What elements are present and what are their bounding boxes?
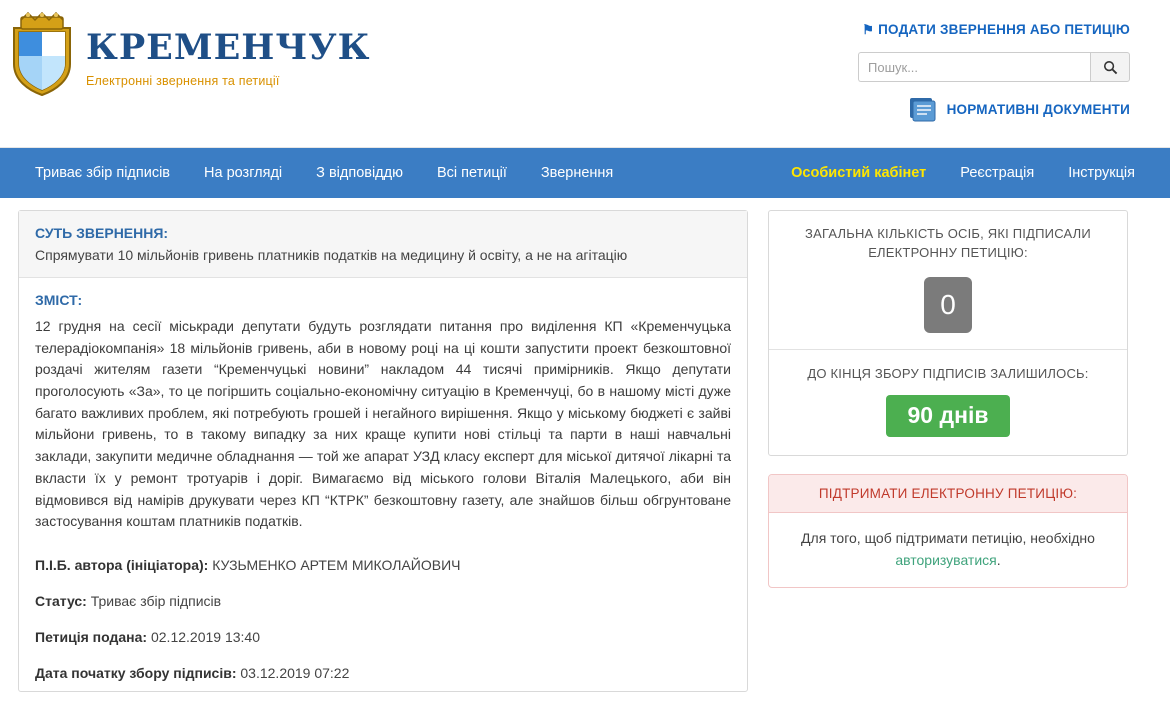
start-date-value: 03.12.2019 07:22 xyxy=(240,664,350,681)
nav-right-group xyxy=(774,148,1152,198)
author-label: П.І.Б. автора (ініціатора): xyxy=(35,556,209,573)
signatures-title: ЗАГАЛЬНА КІЛЬКІСТЬ ОСІБ, ЯКІ ПІДПИСАЛИ ЕЛЕКТРОННУ ПЕТИЦІЮ: xyxy=(805,226,1091,260)
status-row xyxy=(19,583,747,619)
petition-panel xyxy=(18,210,748,692)
coat-of-arms-icon xyxy=(8,12,76,98)
external-link-icon: ⚑ xyxy=(862,22,875,37)
submitted-value: 02.12.2019 13:40 xyxy=(150,628,260,645)
nav-item-appeals[interactable]: Звернення xyxy=(540,165,614,181)
start-date-label: Дата початку збору підписів: xyxy=(35,664,237,681)
content-text: 12 грудня на сесії міськради депутати будуть розглядати питання про виділення КП «Кременчуцька телерадіокомпанія» 18 мільйонів гривень, аби в новому році на ці кошти запустити проект безкоштовної роздачі жителям газети “Кременчуцькі новини” накладом 44 тисячі примірників. Якщо депутати проголосують «За», то це погіршить соціально-економічну ситуацію в Кременчуці, бо в нашому місті дуже багато важливих проблем, які потребують грошей і негайного вирішення. Якщо у міському бюджеті є зайві мільйони гривень, то в такому випадку за них краще купити нові стільці та парти в наші навчальні заклади, закупити медичне обладнання — той же апарат УЗД класу експерт для міської дитячої лікарні та вкласти їх у ремонт тротуарів і доріг. Вимагаємо від міського голови Віталія Малецького, аби він відмовився від намірів друкувати через КП “КТРК” безкоштовну газету, але знайшов більш обгрунтоване застосування коштам платників податків. xyxy=(35,318,731,530)
search-input[interactable] xyxy=(858,52,1090,82)
deadline-title: ДО КІНЦЯ ЗБОРУ ПІДПИСІВ ЗАЛИШИЛОСЬ: xyxy=(769,349,1127,381)
submit-petition-link[interactable] xyxy=(850,22,1130,38)
petition-details-column xyxy=(18,210,748,692)
nav-item-under-review[interactable]: На розгляді xyxy=(204,165,283,181)
nav-item-instruction[interactable]: Інструкція xyxy=(1068,165,1135,181)
site-header xyxy=(0,0,1170,148)
support-petition-body xyxy=(769,513,1127,588)
brand-subtitle: Електронні звернення та петиції xyxy=(86,74,280,88)
brand-title: КРЕМЕНЧУК xyxy=(86,27,371,68)
search-button[interactable] xyxy=(1090,52,1130,82)
status-label: Статус: xyxy=(35,592,87,609)
brand[interactable] xyxy=(8,12,371,98)
signatures-count: 0 xyxy=(924,277,972,333)
status-value: Триває збір підписів xyxy=(90,592,222,609)
nav-item-personal-cabinet[interactable]: Особистий кабінет xyxy=(791,165,927,181)
nav-left-group xyxy=(18,148,774,198)
start-date-row xyxy=(19,655,747,691)
support-text-before: Для того, щоб підтримати петицію, необхідно xyxy=(801,529,1095,546)
nav-item-registration[interactable]: Реєстрація xyxy=(960,165,1035,181)
documents-icon xyxy=(908,96,938,122)
submitted-row xyxy=(19,619,747,655)
nav-item-all-petitions[interactable]: Всі петиції xyxy=(436,165,507,181)
search-icon xyxy=(1103,60,1118,75)
normative-documents-link[interactable]: НОРМАТИВНІ ДОКУМЕНТИ xyxy=(946,101,1130,117)
search-row xyxy=(850,52,1130,82)
support-petition-header: ПІДТРИМАТИ ЕЛЕКТРОННУ ПЕТИЦІЮ: xyxy=(769,475,1127,513)
authorize-link[interactable]: авторизуватися xyxy=(895,552,997,569)
normative-documents-row[interactable] xyxy=(850,96,1130,122)
content-block xyxy=(19,278,747,547)
main-navigation xyxy=(0,148,1170,198)
days-left-badge: 90 днів xyxy=(886,395,1010,437)
essence-label: СУТЬ ЗВЕРНЕННЯ: xyxy=(35,225,169,241)
content-label: ЗМІСТ: xyxy=(35,292,83,308)
petition-sidebar xyxy=(768,210,1128,692)
nav-item-collecting-signatures[interactable]: Триває збір підписів xyxy=(35,165,171,181)
author-row xyxy=(19,547,747,583)
nav-item-with-answer[interactable]: З відповіддю xyxy=(316,165,403,181)
author-value: КУЗЬМЕНКО АРТЕМ МИКОЛАЙОВИЧ xyxy=(212,556,461,573)
header-right xyxy=(850,22,1130,122)
support-text-after: . xyxy=(996,552,1001,569)
page-content xyxy=(0,198,1170,692)
submit-petition-label: ПОДАТИ ЗВЕРНЕННЯ АБО ПЕТИЦІЮ xyxy=(878,22,1130,37)
support-petition-panel xyxy=(768,474,1128,589)
essence-text: Спрямувати 10 мільйонів гривень платників податків на медицину й освіту, а не на агітацію xyxy=(35,247,628,263)
signatures-panel xyxy=(768,210,1128,456)
submitted-label: Петиція подана: xyxy=(35,628,148,645)
essence-block xyxy=(19,211,747,278)
